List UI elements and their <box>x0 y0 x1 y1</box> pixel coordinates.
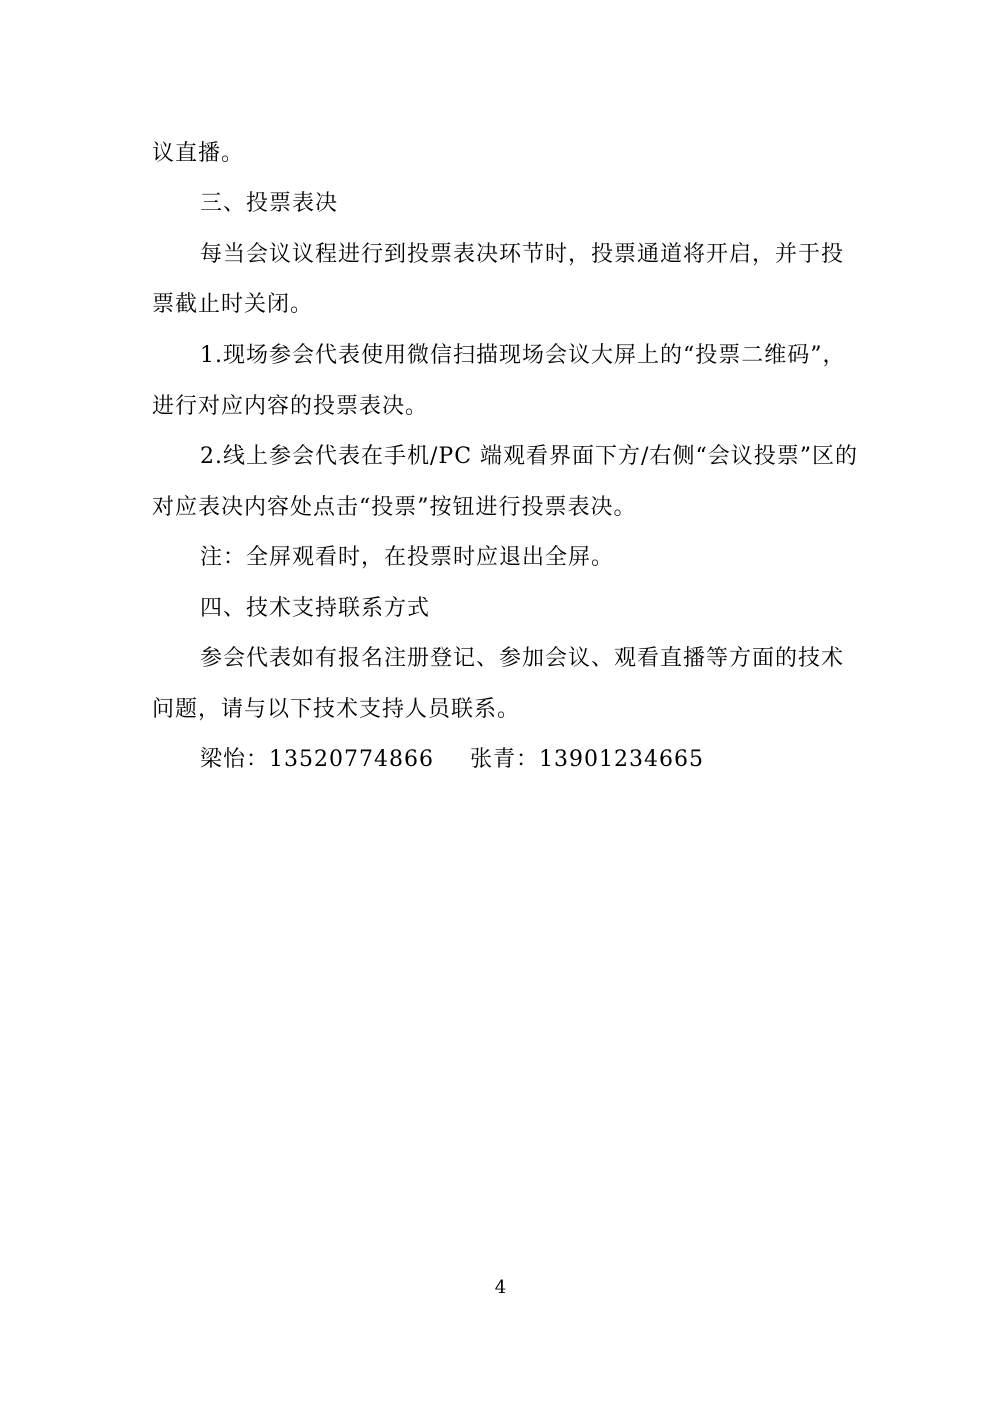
contact-1-phone: 13520774866 <box>269 747 434 772</box>
item2-line2: 对应表决内容处点击“投票”按钮进行投票表决。 <box>152 495 637 520</box>
contact-2-phone: 13901234665 <box>539 747 704 772</box>
contact-1 <box>200 745 434 775</box>
page-number: 4 <box>494 1277 507 1298</box>
section3-paragraph-line1: 每当会议议程进行到投票表决环节时，投票通道将开启，并于投 <box>200 242 845 267</box>
contact-1-name: 梁怡： <box>200 747 270 772</box>
note-text: 注：全屏观看时，在投票时应退出全屏。 <box>200 545 615 570</box>
section4-paragraph-line1: 参会代表如有报名注册登记、参加会议、观看直播等方面的技术 <box>200 646 845 671</box>
section3-heading: 三、投票表决 <box>200 191 339 216</box>
section4-heading: 四、技术支持联系方式 <box>200 596 431 621</box>
continuation-text: 议直播。 <box>152 141 245 166</box>
section3-paragraph-line2: 票截止时关闭。 <box>152 292 314 317</box>
contact-2-name: 张青： <box>470 747 540 772</box>
item2-line1: 2.线上参会代表在手机/PC 端观看界面下方/右侧“会议投票”区的 <box>200 444 858 469</box>
item1-line2: 进行对应内容的投票表决。 <box>152 394 429 419</box>
item1-line1: 1.现场参会代表使用微信扫描现场会议大屏上的“投票二维码”， <box>200 343 846 368</box>
section4-paragraph-line2: 问题，请与以下技术支持人员联系。 <box>152 697 521 722</box>
contact-2 <box>470 745 704 775</box>
